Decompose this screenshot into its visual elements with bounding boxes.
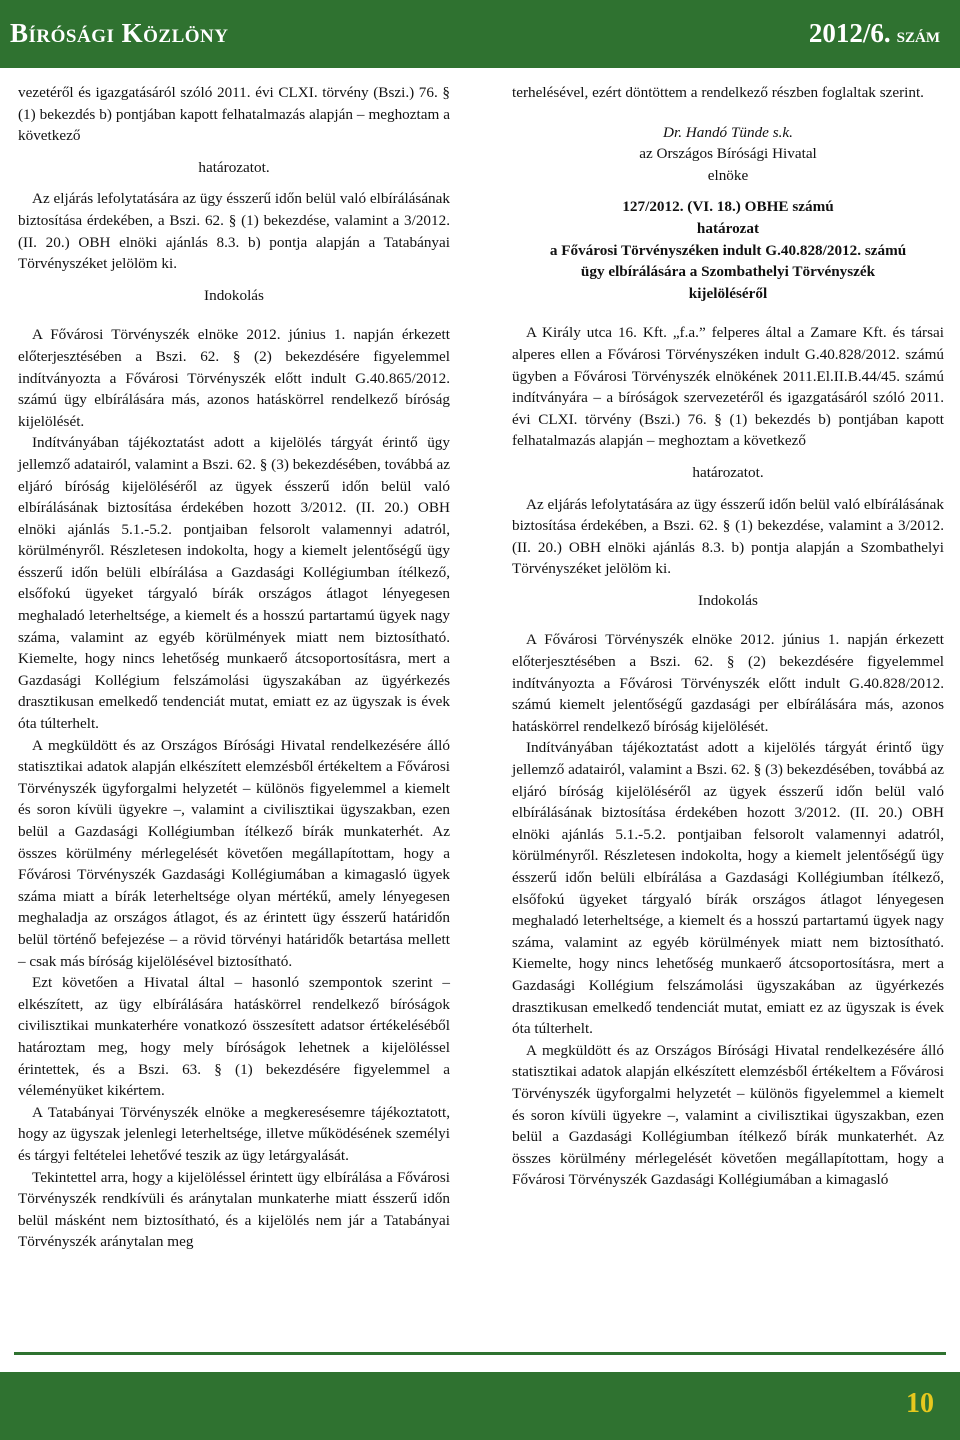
decision-title: ügy elbírálására a Szombathelyi Törvényszék (580, 263, 876, 281)
paragraph: A Tatabányai Törvényszék elnöke a megkeresésemre tájékoztatott, hogy az ügyszak jelenlegi leterheltsége, illetve működésének személyi és tárgyi feltételei lehetővé teszik az ügy letárgyalását. (18, 1103, 450, 1164)
paragraph: Indítványában tájékoztatást adott a kijelölés tárgyát érintő ügy jellemző adatairól, valamint a Bszi. 62. § (3) bekezdésében, továbbá az eljáró bíróság kijelöléséről az ügyek ésszerű időn belül való elbírálásának biztosítása érdekében hozott 3/2012. (II. 20.) OBH elnöki ajánlás 5.1.-5.2. pontjaiban felsorolt valamennyi adatról, körülményről. Részletesen indokolta, hogy a kiemelt jelentőségű ügy ésszerű időn belüli elbírálása a Gazdasági Kollégiumban ítélkező, elsőfokú ügyeket tárgyaló bírák országos átlagot lényegesen meghaladó leterheltsége, a kiemelt és a hosszú partartamú ügyek nagy száma, valamint az egyéb körülmények miatt nem biztosítható. Kiemelte, hogy nincs lehetőség munkaerő átcsoportosításra, mert a Gazdasági Kollégium felszámolási ügyszakában az ügyérkezés drasztikusan emelkedő tendenciát mutat, emiatt ez az ügyszak is évek óta túlterhelt. (512, 739, 944, 1038)
decision-heading: határozatot. (198, 158, 270, 176)
signature-role: az Országos Bírósági Hivatal (639, 145, 817, 163)
paragraph: A Fővárosi Törvényszék elnöke 2012. június 1. napján érkezett előterjesztésében a Bszi. 62. § (2) bekezdésére figyelemmel indítványozta a Fővárosi Törvényszék előtt indult G.40.865/2012. számú ügy elbírálására más, azonos hatáskörrel rendelkező bíróság kijelölését. (18, 326, 450, 430)
page-header (0, 0, 960, 68)
journal-title: Bírósági Közlöny (10, 18, 229, 48)
paragraph: A megküldött és az Országos Bírósági Hivatal rendelkezésére álló statisztikai adatok alapján elkészített elemzésből értékeltem a Fővárosi Törvényszék ügyforgalmi helyzetét – különös figyelemmel a kiemelt és soron kívüli ügyekre –, valamint a civilisztikai ügyszakban, ezen belül a Gazdasági Kollégiumban ítélkező bírák munkaterhét. Az összes körülmény mérlegelését követően megállapítottam, hogy a Fővárosi Törvényszék Gazdasági Kollégiumában a kimagasló ügyek száma miatt a bírák leterheltsége olyan mértékű, amely lényegesen meghaladja az országos átlagot, és az érintett ügy ésszerű határidőn belül történő befejezése – a rövid törvényi határidők betartása mellett – csak más bíróság kijelölésével biztosítható. (18, 736, 450, 970)
paragraph: A Fővárosi Törvényszék elnöke 2012. június 1. napján érkezett előterjesztésében a Bszi. 62. § (2) bekezdésére figyelemmel indítványozta a Fővárosi Törvényszék előtt indult G.40.828/2012. számú kiemelt jelentőségű gazdasági per elbírálására más, azonos hatáskörrel rendelkező bíróság kijelölését. (512, 631, 944, 735)
decision-title: kijelöléséről (688, 284, 768, 302)
left-column (18, 82, 450, 1253)
paragraph: Tekintettel arra, hogy a kijelöléssel érintett ügy elbírálása a Fővárosi Törvényszék rendkívüli és aránytalan munkaterhe miatt ésszerű időn belül másként nem biztosítható, és a kijelölés nem jár a Tatabányai Törvényszék aránytalan meg (18, 1168, 450, 1251)
issue-number (809, 18, 940, 49)
decision-type: határozat (696, 219, 760, 237)
decision-heading: határozatot. (692, 463, 764, 481)
footer-divider (14, 1352, 946, 1355)
signature-role: elnöke (707, 166, 749, 184)
decision-title: a Fővárosi Törvényszéken indult G.40.828/2012. számú (549, 241, 907, 259)
section-heading-indokolas: Indokolás (698, 591, 758, 609)
paragraph: Ezt követően a Hivatal által – hasonló szempontok szerint – elkészített, az ügy elbírálására hatáskörrel rendelkező bíróságok civilisztikai munkaterhére vonatkozó összesített adatsor értékeléséből határoztam meg, hogy mely bíróságok lehetnek a kijelöléssel érintettek, és a Bszi. 63. § (1) bekezdésére figyelemmel a véleményüket kikértem. (18, 974, 450, 1100)
issue-number-value: 2012/6. (808, 18, 891, 48)
section-heading-indokolas: Indokolás (204, 286, 264, 304)
paragraph: A Király utca 16. Kft. „f.a.” felperes által a Zamare Kft. és társai alperes ellen a Fővárosi Törvényszéken indult G.40.828/2012. számú ügyben a Fővárosi Törvényszék elnökének 2011.El.II.B.44/45. számú indítványára – a bíróságok szervezetéről és igazgatásáról szóló 2011. évi CLXI. törvény (Bszi.) 76. § (1) bekezdés b) pontjában kapott felhatalmazás alapján – meghoztam a következő (512, 324, 944, 450)
signature-name: Dr. Handó Tünde s.k. (663, 123, 793, 141)
paragraph: terhelésével, ezért döntöttem a rendelkező részben foglaltak szerint. (512, 84, 924, 101)
decision-number: 127/2012. (VI. 18.) OBHE számú (622, 198, 834, 216)
page-number: 10 (906, 1388, 934, 1419)
paragraph: vezetéről és igazgatásáról szóló 2011. évi CLXI. törvény (Bszi.) 76. § (1) bekezdés b) pontjában kapott felhatalmazás alapján – meghoztam a következő (18, 84, 450, 145)
paragraph: Az eljárás lefolytatására az ügy ésszerű időn belül való elbírálásának biztosítása érdekében, a Bszi. 62. § (1) bekezdése, valamint a 3/2012. (II. 20.) OBH elnöki ajánlás 8.3. b) pontja alapján a Tatabányai Törvényszéket jelölöm ki. (18, 190, 450, 273)
issue-suffix: szám (896, 22, 940, 47)
right-column (512, 82, 944, 1191)
paragraph: Indítványában tájékoztatást adott a kijelölés tárgyát érintő ügy jellemző adatairól, valamint a Bszi. 62. § (3) bekezdésében, továbbá az eljáró bíróság kijelöléséről az ügyek ésszerű időn belül való elbírálásának biztosítása érdekében hozott 3/2012. (II. 20.) OBH elnöki ajánlás 5.1.-5.2. pontjaiban felsorolt valamennyi adatról, körülményről. Részletesen indokolta, hogy a kiemelt jelentőségű ügy ésszerű időn belüli elbírálása a Gazdasági Kollégiumban ítélkező, elsőfokú ügyeket tárgyaló bírák országos átlagot lényegesen meghaladó leterheltsége, a kiemelt és a hosszú partartamú ügyek nagy száma, valamint az egyéb körülmények miatt nem biztosítható. Kiemelte, hogy nincs lehetőség munkaerő átcsoportosításra, mert a Gazdasági Kollégium felszámolási ügyszakában az ügyérkezés drasztikusan emelkedő tendenciát mutat, emiatt ez az ügyszak is évek óta túlterhelt. (18, 434, 450, 733)
page-footer (0, 1372, 960, 1440)
paragraph: A megküldött és az Országos Bírósági Hivatal rendelkezésére álló statisztikai adatok alapján elkészített elemzésből értékeltem a Fővárosi Törvényszék ügyforgalmi helyzetét – különös figyelemmel a kiemelt és soron kívüli ügyekre –, valamint a civilisztikai ügyszakban, ezen belül a Gazdasági Kollégiumban ítélkező bírák munkaterhét. Az összes körülmény mérlegelését követően megállapítottam, hogy a Fővárosi Törvényszék Gazdasági Kollégiumában a kimagasló (512, 1041, 944, 1189)
paragraph: Az eljárás lefolytatására az ügy ésszerű időn belül való elbírálásának biztosítása érdekében, a Bszi. 62. § (1) bekezdése, valamint a 3/2012. (II. 20.) OBH elnöki ajánlás 8.3. b) pontja alapján a Szombathelyi Törvényszéket jelölöm ki. (512, 495, 944, 578)
